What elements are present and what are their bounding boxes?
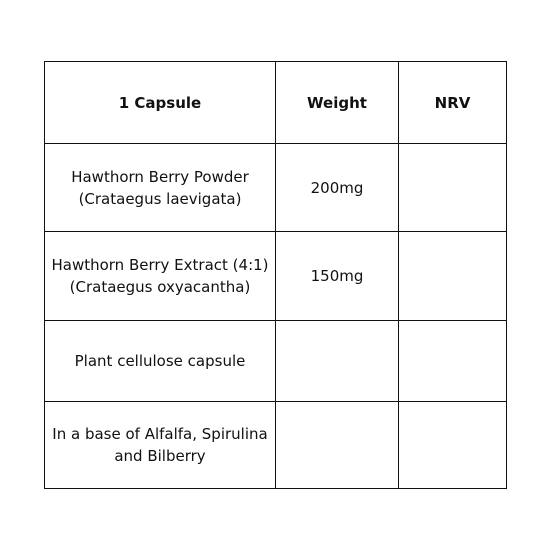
table-header-row bbox=[45, 62, 507, 144]
header-nrv: NRV bbox=[399, 62, 507, 144]
ingredient-name: In a base of Alfalfa, Spirulina bbox=[52, 425, 268, 443]
ingredient-cell bbox=[45, 402, 276, 489]
nrv-cell bbox=[399, 402, 507, 489]
ingredient-latin: (Crataegus laevigata) bbox=[78, 189, 242, 208]
weight-cell bbox=[276, 321, 399, 402]
table-row bbox=[45, 402, 507, 489]
ingredient-name: Hawthorn Berry Extract (4:1) bbox=[51, 256, 269, 274]
ingredient-latin: (Crataegus oxyacantha) bbox=[69, 278, 251, 296]
ingredients-table bbox=[44, 61, 507, 489]
nrv-cell bbox=[399, 144, 507, 232]
table-row bbox=[45, 321, 507, 402]
weight-cell: 200mg bbox=[276, 144, 399, 232]
header-capsule: 1 Capsule bbox=[45, 62, 276, 144]
ingredient-name: Plant cellulose capsule bbox=[74, 352, 246, 370]
table-row bbox=[45, 144, 507, 232]
ingredient-cell bbox=[45, 232, 276, 321]
nrv-cell bbox=[399, 321, 507, 402]
ingredient-name: Hawthorn Berry Powder bbox=[71, 167, 249, 186]
weight-cell: 150mg bbox=[276, 232, 399, 321]
table-row bbox=[45, 232, 507, 321]
nrv-cell bbox=[399, 232, 507, 321]
header-weight: Weight bbox=[276, 62, 399, 144]
ingredient-cell bbox=[45, 144, 276, 232]
ingredient-continued: and Bilberry bbox=[114, 447, 206, 465]
weight-cell bbox=[276, 402, 399, 489]
ingredient-cell bbox=[45, 321, 276, 402]
